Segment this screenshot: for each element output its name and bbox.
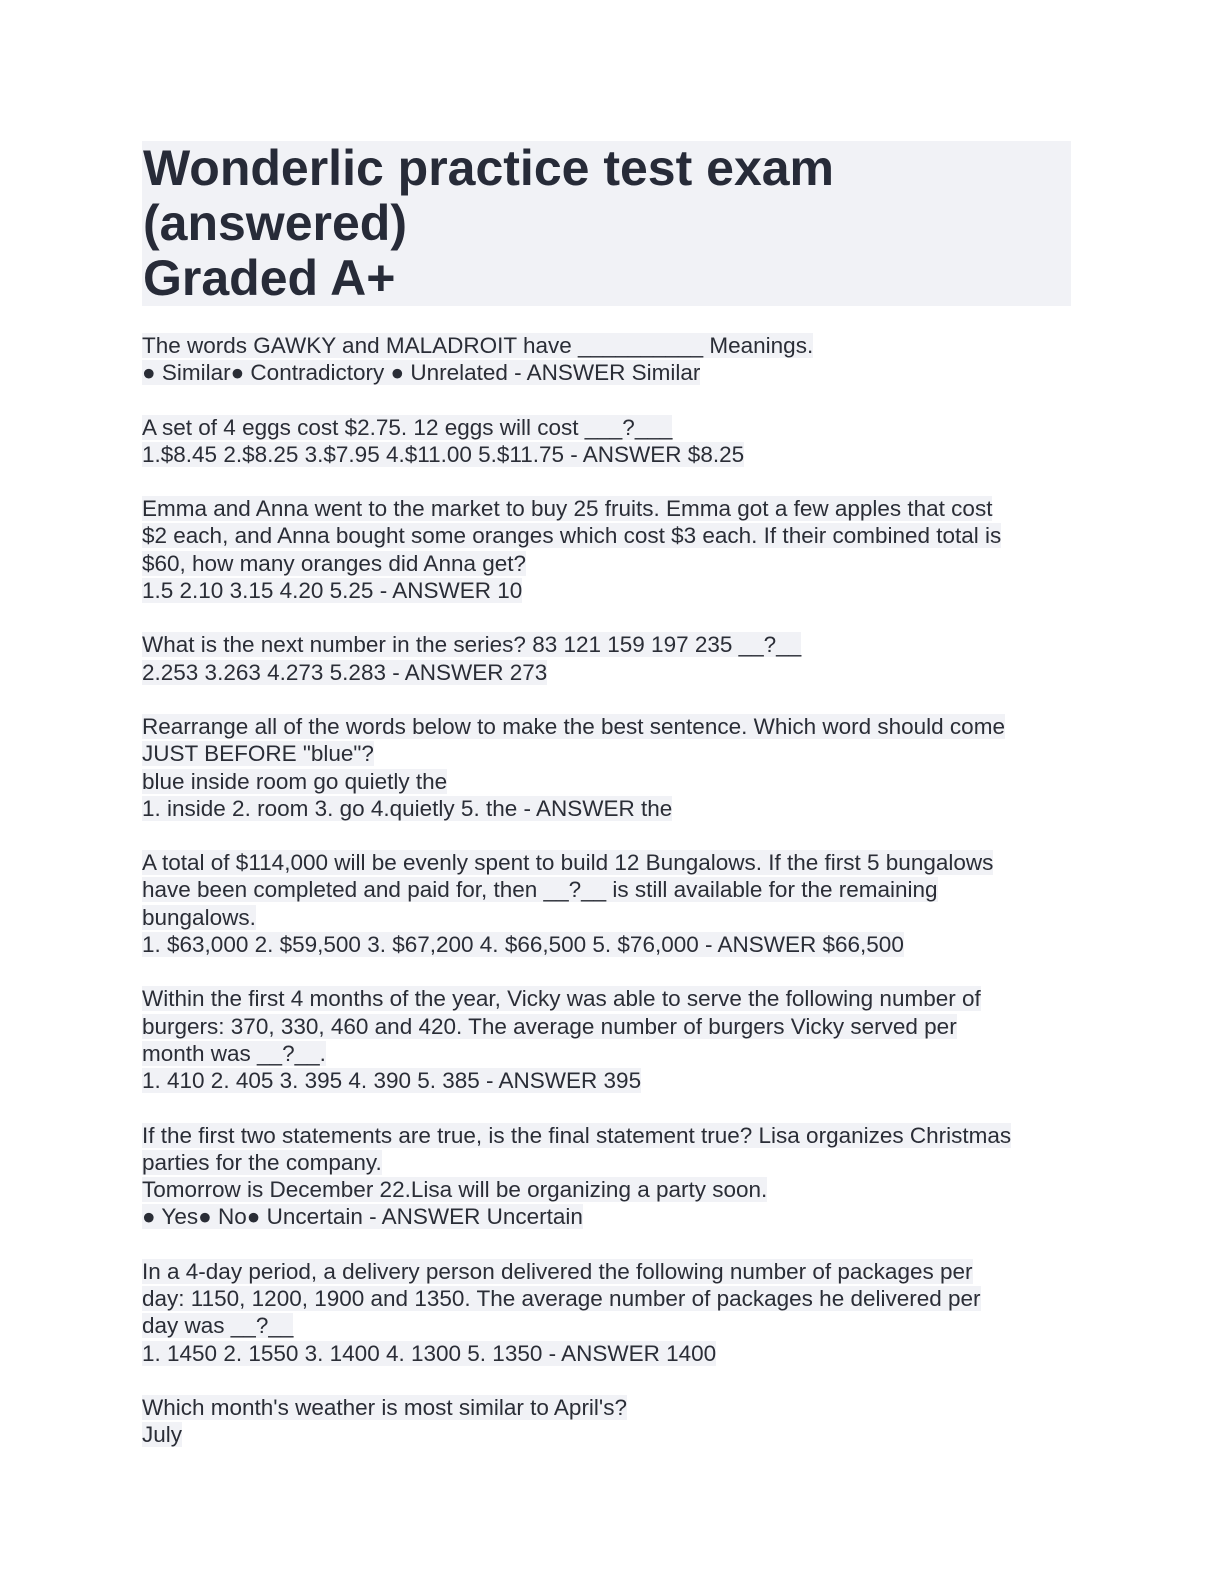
question-line [142,768,1082,795]
question-list [142,332,1082,1449]
answer-line [142,441,1082,468]
question-line [142,849,1082,876]
question-line [142,876,1082,903]
text-run: A total of $114,000 will be evenly spent to build 12 Bungalows. If the first 5 bungalows [142,850,994,876]
text-run: 1.5 2.10 3.15 4.20 5.25 - ANSWER 10 [142,578,523,604]
text-run: 1. $63,000 2. $59,500 3. $67,200 4. $66,500 5. $76,000 - ANSWER $66,500 [142,932,904,958]
text-run: ● Similar● Contradictory ● Unrelated - ANSWER Similar [142,360,701,386]
text-run: $60, how many oranges did Anna get? [142,550,527,576]
text-run: bungalows. [142,904,256,930]
question-line [142,1149,1082,1176]
text-run: If the first two statements are true, is the final statement true? Lisa organizes Christmas [142,1122,1012,1148]
text-run: blue inside room go quietly the [142,768,448,794]
question-line [142,740,1082,767]
text-run: burgers: 370, 330, 460 and 420. The average number of burgers Vicky served per [142,1013,957,1039]
answer-line [142,1067,1082,1094]
text-run: Rearrange all of the words below to make the best sentence. Which word should come [142,713,1005,739]
answer-line [142,1340,1082,1367]
question-block [142,631,1082,686]
text-run: have been completed and paid for, then __?__ is still available for the remaining [142,877,938,903]
text-run: Within the first 4 months of the year, Vicky was able to serve the following number of [142,986,981,1012]
text-run: 1.$8.45 2.$8.25 3.$7.95 4.$11.00 5.$11.75 - ANSWER $8.25 [142,441,745,467]
question-block [142,1122,1082,1231]
answer-line [142,359,1082,386]
title-line-2: Graded A+ [143,250,396,306]
question-line [142,904,1082,931]
text-run: JUST BEFORE "blue"? [142,741,374,767]
text-run: 1. inside 2. room 3. go 4.quietly 5. the - ANSWER the [142,795,673,821]
question-line [142,414,1082,441]
document-page [142,141,1082,1476]
text-run: month was __?__. [142,1040,326,1066]
question-line [142,1176,1082,1203]
question-block [142,1258,1082,1367]
question-line [142,1421,1082,1448]
answer-line [142,577,1082,604]
text-run: 1. 410 2. 405 3. 395 4. 390 5. 385 - ANSWER 395 [142,1068,642,1094]
text-run: parties for the company. [142,1149,382,1175]
text-run: 2.253 3.263 4.273 5.283 - ANSWER 273 [142,659,548,685]
question-line [142,985,1082,1012]
question-block [142,495,1082,604]
text-run: July [142,1422,183,1448]
question-line [142,1013,1082,1040]
question-block [142,849,1082,958]
title-line-1: Wonderlic practice test exam (answered) [143,140,835,251]
question-block [142,985,1082,1094]
question-line [142,495,1082,522]
question-line [142,1394,1082,1421]
question-block [142,1394,1082,1449]
answer-line [142,795,1082,822]
page-title [142,141,1071,306]
text-run: In a 4-day period, a delivery person delivered the following number of packages per [142,1258,973,1284]
question-line [142,1312,1082,1339]
answer-line [142,931,1082,958]
text-run: The words GAWKY and MALADROIT have __________ Meanings. [142,333,814,358]
question-block [142,414,1082,469]
answer-line [142,659,1082,686]
text-run: ● Yes● No● Uncertain - ANSWER Uncertain [142,1204,583,1230]
text-run: Tomorrow is December 22.Lisa will be organizing a party soon. [142,1177,768,1203]
answer-line [142,1203,1082,1230]
question-line [142,332,1082,359]
text-run: day was __?__ [142,1313,294,1339]
text-run: A set of 4 eggs cost $2.75. 12 eggs will cost ___?___ [142,414,673,440]
question-block [142,332,1082,387]
text-run: day: 1150, 1200, 1900 and 1350. The average number of packages he delivered per [142,1286,981,1312]
question-line [142,713,1082,740]
question-line [142,1122,1082,1149]
text-run: What is the next number in the series? 83 121 159 197 235 __?__ [142,632,802,658]
text-run: Which month's weather is most similar to April's? [142,1394,627,1420]
text-run: 1. 1450 2. 1550 3. 1400 4. 1300 5. 1350 - ANSWER 1400 [142,1340,717,1366]
question-line [142,550,1082,577]
question-line [142,1040,1082,1067]
question-line [142,522,1082,549]
text-run: Emma and Anna went to the market to buy 25 fruits. Emma got a few apples that cost [142,496,993,522]
question-line [142,1285,1082,1312]
question-line [142,1258,1082,1285]
question-line [142,631,1082,658]
question-block [142,713,1082,822]
text-run: $2 each, and Anna bought some oranges which cost $3 each. If their combined total is [142,523,1002,549]
